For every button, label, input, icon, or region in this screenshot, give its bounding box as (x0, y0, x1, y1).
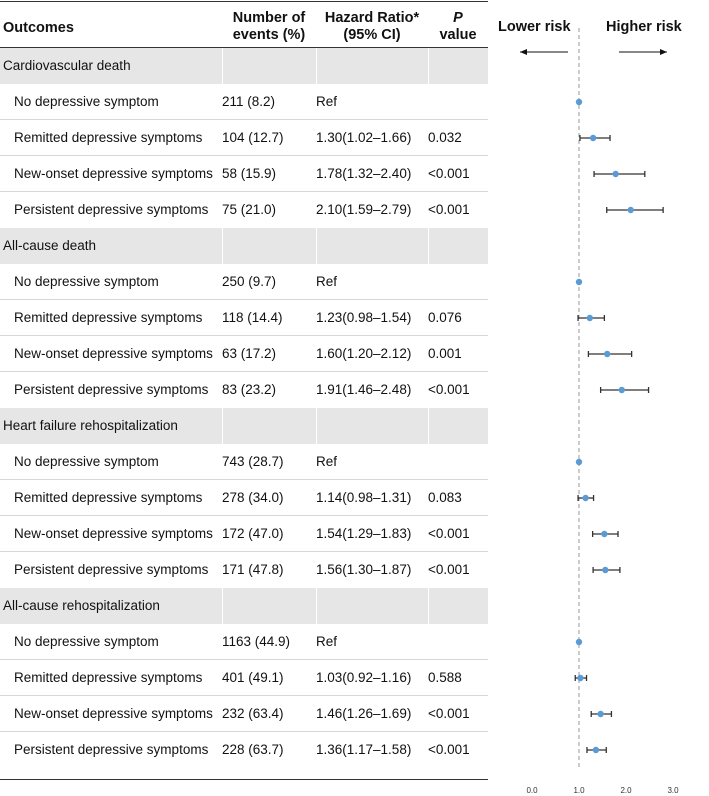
header-outcomes: Outcomes (3, 20, 74, 36)
section-title: All-cause death (3, 238, 97, 253)
hazard-ratio-point (576, 639, 582, 645)
table-row (0, 84, 488, 120)
row-hazard-ratio: 1.78(1.32–2.40) (316, 166, 412, 181)
forest-plot (488, 0, 709, 796)
row-label: New-onset depressive symptoms (14, 166, 213, 181)
section-empty-cell (316, 408, 426, 444)
row-events: 171 (47.8) (222, 562, 284, 577)
header-p-line1: P (453, 10, 463, 26)
row-hazard-ratio: 1.46(1.26–1.69) (316, 706, 412, 721)
lower-risk-arrowhead (520, 49, 527, 55)
row-p-value: <0.001 (428, 166, 470, 181)
section-empty-cell (316, 228, 426, 264)
hazard-ratio-point (576, 459, 582, 465)
table-row (0, 696, 488, 732)
row-label: Persistent depressive symptoms (14, 382, 209, 397)
table-row (0, 732, 488, 768)
row-p-value: 0.083 (428, 490, 462, 505)
section-empty-cell (222, 588, 314, 624)
row-label: Remitted depressive symptoms (14, 490, 203, 505)
row-hazard-ratio: 1.14(0.98–1.31) (316, 490, 412, 505)
section-row (0, 48, 488, 84)
section-empty-cell (316, 588, 426, 624)
row-label: New-onset depressive symptoms (14, 706, 213, 721)
header-events (224, 10, 314, 44)
table-row (0, 552, 488, 588)
row-events: 228 (63.7) (222, 742, 284, 757)
row-events: 278 (34.0) (222, 490, 284, 505)
row-hazard-ratio: 1.56(1.30–1.87) (316, 562, 412, 577)
row-events: 118 (14.4) (222, 310, 283, 325)
row-p-value: 0.001 (428, 346, 462, 361)
section-empty-cell (428, 408, 488, 444)
section-empty-cell (222, 228, 314, 264)
row-p-value: 0.588 (428, 670, 462, 685)
header-p-line2: value (439, 27, 477, 43)
hazard-ratio-point (628, 207, 634, 213)
row-label: No depressive symptom (14, 274, 159, 289)
section-title: All-cause rehospitalization (3, 598, 160, 613)
row-label: New-onset depressive symptoms (14, 526, 213, 541)
row-p-value: <0.001 (428, 562, 470, 577)
row-label: Remitted depressive symptoms (14, 310, 203, 325)
hazard-ratio-point (577, 675, 583, 681)
higher-risk-arrowhead (660, 49, 667, 55)
x-tick-label: 2.0 (620, 786, 632, 795)
row-hazard-ratio: 1.60(1.20–2.12) (316, 346, 412, 361)
table-row (0, 516, 488, 552)
hazard-ratio-point (612, 171, 618, 177)
section-empty-cell (316, 48, 426, 84)
section-row (0, 588, 488, 624)
table-top-rule (0, 1, 488, 2)
hazard-ratio-point (590, 135, 596, 141)
table-row (0, 444, 488, 480)
hazard-ratio-point (576, 279, 582, 285)
row-hazard-ratio: 1.36(1.17–1.58) (316, 742, 412, 757)
hazard-ratio-point (601, 531, 607, 537)
section-row (0, 228, 488, 264)
hazard-ratio-point (587, 315, 593, 321)
row-hazard-ratio: 1.91(1.46–2.48) (316, 382, 412, 397)
hazard-ratio-point (582, 495, 588, 501)
row-p-value (428, 84, 488, 120)
row-events: 743 (28.7) (222, 454, 284, 469)
row-events: 83 (23.2) (222, 382, 277, 397)
row-p-value: <0.001 (428, 706, 470, 721)
table-row (0, 660, 488, 696)
row-label: Persistent depressive symptoms (14, 202, 209, 217)
header-events-line1: Number of (232, 10, 306, 26)
table-row (0, 192, 488, 228)
header-hr-line1: Hazard Ratio* (324, 10, 420, 26)
section-row (0, 408, 488, 444)
header-hr-line2: (95% CI) (343, 27, 401, 43)
hazard-ratio-point (602, 567, 608, 573)
row-p-value (428, 264, 488, 300)
hazard-ratio-point (604, 351, 610, 357)
row-label: Remitted depressive symptoms (14, 130, 203, 145)
header-p-value (428, 10, 488, 44)
hazard-ratio-point (576, 99, 582, 105)
row-p-value (428, 624, 488, 660)
header-hazard-ratio (312, 10, 432, 44)
higher-risk-label: Higher risk (606, 19, 682, 35)
x-tick-label: 1.0 (573, 786, 585, 795)
row-hazard-ratio: Ref (316, 94, 338, 109)
row-events: 63 (17.2) (222, 346, 277, 361)
row-hazard-ratio: 1.54(1.29–1.83) (316, 526, 412, 541)
row-events: 172 (47.0) (222, 526, 284, 541)
row-label: Persistent depressive symptoms (14, 742, 209, 757)
section-empty-cell (222, 408, 314, 444)
table-row (0, 300, 488, 336)
table-row (0, 120, 488, 156)
row-events: 401 (49.1) (222, 670, 284, 685)
table-row (0, 480, 488, 516)
row-hazard-ratio: 1.30(1.02–1.66) (316, 130, 412, 145)
hazard-ratio-point (597, 711, 603, 717)
row-p-value: 0.032 (428, 130, 462, 145)
row-label: No depressive symptom (14, 94, 159, 109)
table-row (0, 264, 488, 300)
table-row (0, 624, 488, 660)
table-row (0, 156, 488, 192)
section-title: Cardiovascular death (3, 58, 131, 73)
section-empty-cell (428, 48, 488, 84)
row-events: 250 (9.7) (222, 274, 277, 289)
row-p-value: <0.001 (428, 526, 470, 541)
row-label: New-onset depressive symptoms (14, 346, 213, 361)
row-hazard-ratio: 1.23(0.98–1.54) (316, 310, 412, 325)
row-events: 1163 (44.9) (222, 634, 291, 649)
section-empty-cell (428, 588, 488, 624)
row-hazard-ratio: Ref (316, 454, 338, 469)
hazard-ratio-point (619, 387, 625, 393)
lower-risk-label: Lower risk (498, 19, 571, 35)
section-empty-cell (428, 228, 488, 264)
row-events: 211 (8.2) (222, 94, 276, 109)
row-hazard-ratio: Ref (316, 274, 338, 289)
row-events: 58 (15.9) (222, 166, 277, 181)
row-p-value: <0.001 (428, 382, 470, 397)
row-hazard-ratio: 2.10(1.59–2.79) (316, 202, 412, 217)
x-tick-label: 3.0 (667, 786, 679, 795)
row-p-value: 0.076 (428, 310, 462, 325)
x-tick-label: 0.0 (526, 786, 538, 795)
row-hazard-ratio: Ref (316, 634, 338, 649)
row-label: No depressive symptom (14, 454, 159, 469)
table-row (0, 372, 488, 408)
row-events: 232 (63.4) (222, 706, 284, 721)
row-label: Persistent depressive symptoms (14, 562, 209, 577)
section-title: Heart failure rehospitalization (3, 418, 178, 433)
row-p-value (428, 444, 488, 480)
table-bottom-rule (0, 779, 488, 780)
row-label: Remitted depressive symptoms (14, 670, 203, 685)
row-p-value: <0.001 (428, 202, 470, 217)
hazard-ratio-point (593, 747, 599, 753)
table-row (0, 336, 488, 372)
row-p-value: <0.001 (428, 742, 470, 757)
row-events: 75 (21.0) (222, 202, 277, 217)
row-label: No depressive symptom (14, 634, 159, 649)
section-empty-cell (222, 48, 314, 84)
row-hazard-ratio: 1.03(0.92–1.16) (316, 670, 412, 685)
header-events-line2: events (%) (232, 27, 306, 43)
row-events: 104 (12.7) (222, 130, 284, 145)
